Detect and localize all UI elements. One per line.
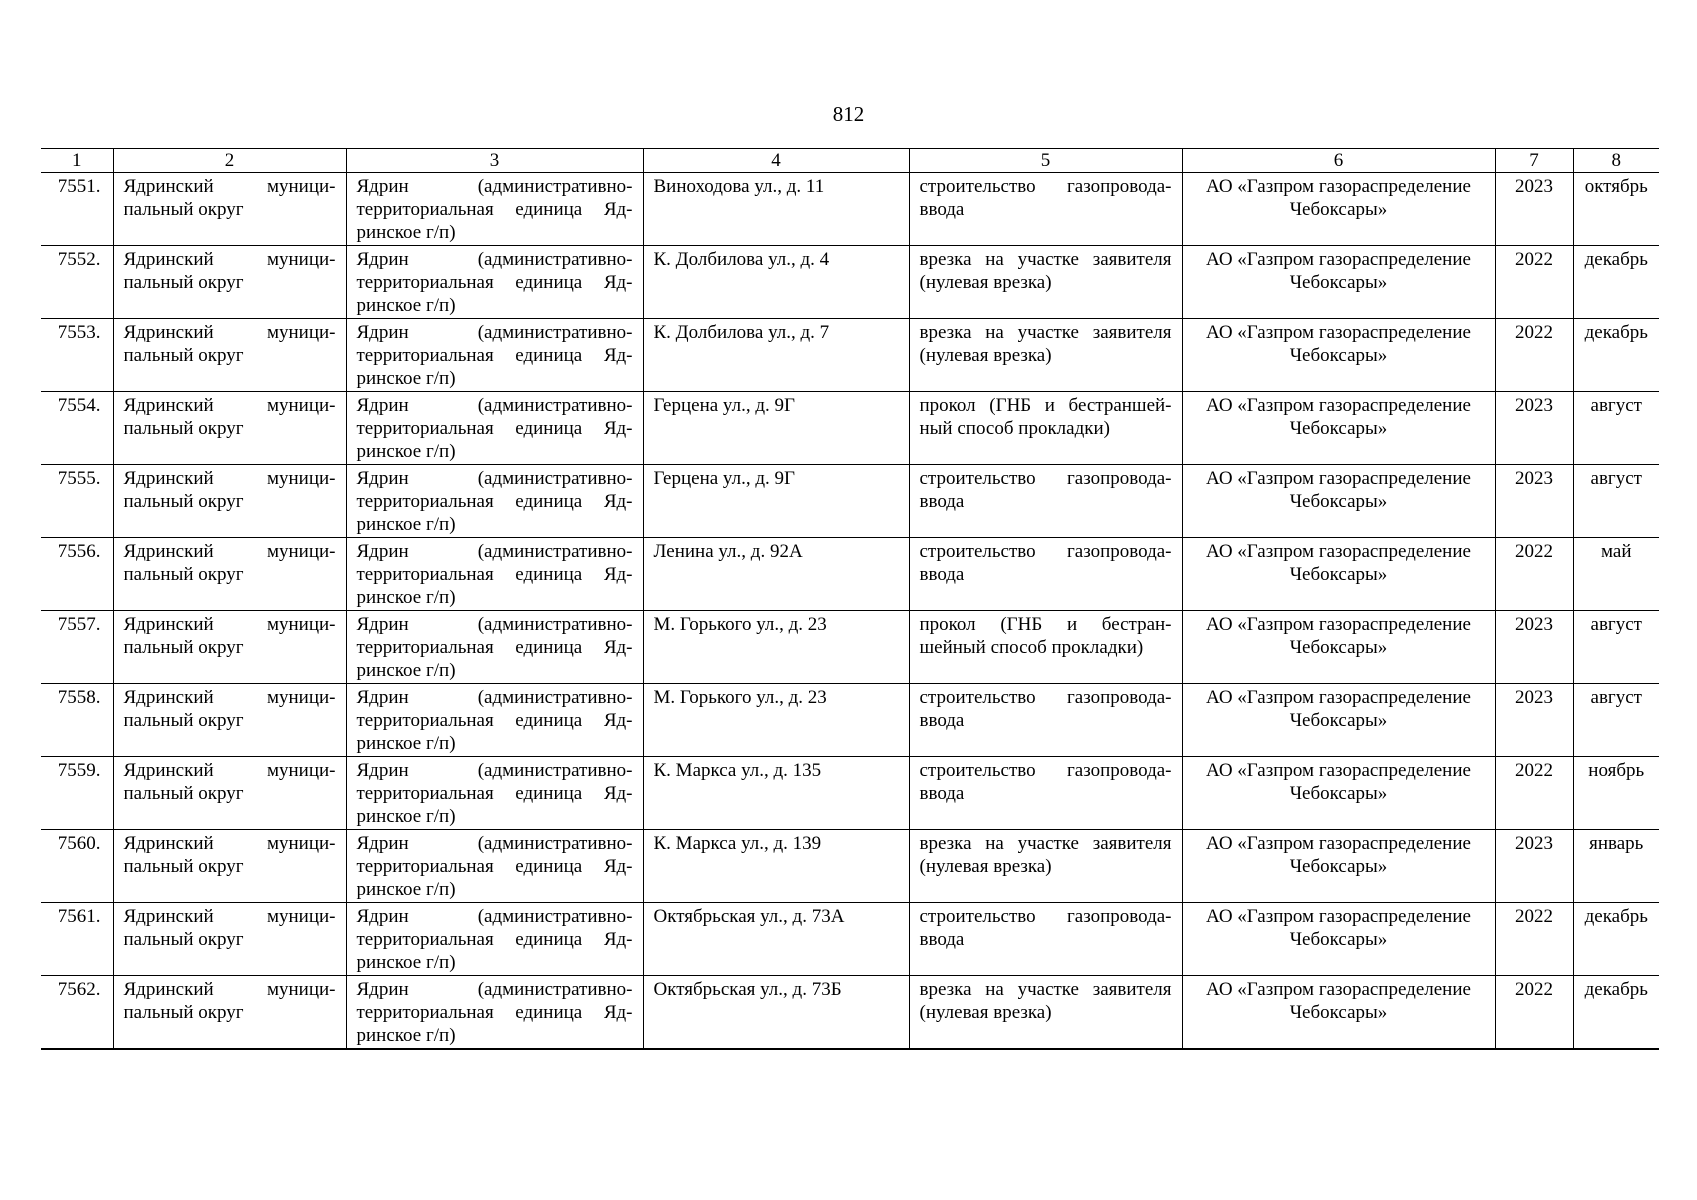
organization-cell: АО «Газпром газораспределение Чебоксары» <box>1182 173 1495 246</box>
locality-cell: Ядрин (административно-территориальная единица Яд-ринское г/п) <box>346 319 643 392</box>
year-cell: 2022 <box>1495 538 1573 611</box>
district-cell: Ядринский муници-пальный округ <box>113 830 346 903</box>
month-cell: декабрь <box>1573 319 1659 392</box>
locality-cell: Ядрин (административно-территориальная единица Яд-ринское г/п) <box>346 173 643 246</box>
locality-cell: Ядрин (административно-территориальная единица Яд-ринское г/п) <box>346 392 643 465</box>
locality-cell: Ядрин (административно-территориальная единица Яд-ринское г/п) <box>346 611 643 684</box>
work-type-cell: строительство газопровода-ввода <box>909 538 1182 611</box>
month-cell: январь <box>1573 830 1659 903</box>
work-type-cell: строительство газопровода-ввода <box>909 903 1182 976</box>
work-type-cell: врезка на участке заявителя (нулевая врезка) <box>909 246 1182 319</box>
year-cell: 2022 <box>1495 757 1573 830</box>
row-number-cell: 7551. <box>41 173 113 246</box>
district-cell: Ядринский муници-пальный округ <box>113 684 346 757</box>
locality-cell: Ядрин (административно-территориальная единица Яд-ринское г/п) <box>346 976 643 1050</box>
work-type-cell: строительство газопровода-ввода <box>909 465 1182 538</box>
month-cell: август <box>1573 611 1659 684</box>
locality-cell: Ядрин (административно-территориальная единица Яд-ринское г/п) <box>346 465 643 538</box>
month-cell: август <box>1573 465 1659 538</box>
column-number: 4 <box>643 149 909 173</box>
work-type-cell: прокол (ГНБ и бестран-шейный способ прокладки) <box>909 611 1182 684</box>
address-cell: Ленина ул., д. 92А <box>643 538 909 611</box>
district-cell: Ядринский муници-пальный округ <box>113 465 346 538</box>
address-cell: Виноходова ул., д. 11 <box>643 173 909 246</box>
month-cell: ноябрь <box>1573 757 1659 830</box>
district-cell: Ядринский муници-пальный округ <box>113 903 346 976</box>
table-row <box>41 319 1659 392</box>
district-cell: Ядринский муници-пальный округ <box>113 976 346 1050</box>
column-number-row <box>41 149 1659 173</box>
organization-cell: АО «Газпром газораспределение Чебоксары» <box>1182 246 1495 319</box>
organization-cell: АО «Газпром газораспределение Чебоксары» <box>1182 319 1495 392</box>
column-number: 7 <box>1495 149 1573 173</box>
column-number: 2 <box>113 149 346 173</box>
table-row <box>41 465 1659 538</box>
month-cell: август <box>1573 684 1659 757</box>
table-row <box>41 830 1659 903</box>
district-cell: Ядринский муници-пальный округ <box>113 173 346 246</box>
year-cell: 2023 <box>1495 684 1573 757</box>
locality-cell: Ядрин (административно-территориальная единица Яд-ринское г/п) <box>346 684 643 757</box>
district-cell: Ядринский муници-пальный округ <box>113 319 346 392</box>
table-row <box>41 903 1659 976</box>
row-number-cell: 7559. <box>41 757 113 830</box>
address-cell: К. Маркса ул., д. 135 <box>643 757 909 830</box>
row-number-cell: 7555. <box>41 465 113 538</box>
row-number-cell: 7557. <box>41 611 113 684</box>
work-type-cell: врезка на участке заявителя (нулевая врезка) <box>909 319 1182 392</box>
year-cell: 2022 <box>1495 319 1573 392</box>
work-type-cell: врезка на участке заявителя (нулевая врезка) <box>909 976 1182 1050</box>
district-cell: Ядринский муници-пальный округ <box>113 611 346 684</box>
work-type-cell: строительство газопровода-ввода <box>909 757 1182 830</box>
column-number: 5 <box>909 149 1182 173</box>
column-number: 3 <box>346 149 643 173</box>
organization-cell: АО «Газпром газораспределение Чебоксары» <box>1182 684 1495 757</box>
district-cell: Ядринский муници-пальный округ <box>113 246 346 319</box>
row-number-cell: 7561. <box>41 903 113 976</box>
year-cell: 2022 <box>1495 246 1573 319</box>
column-number: 8 <box>1573 149 1659 173</box>
locality-cell: Ядрин (административно-территориальная единица Яд-ринское г/п) <box>346 757 643 830</box>
gas-works-table <box>41 148 1659 1050</box>
row-number-cell: 7562. <box>41 976 113 1050</box>
month-cell: декабрь <box>1573 246 1659 319</box>
address-cell: Октябрьская ул., д. 73А <box>643 903 909 976</box>
column-number: 1 <box>41 149 113 173</box>
month-cell: май <box>1573 538 1659 611</box>
row-number-cell: 7552. <box>41 246 113 319</box>
year-cell: 2022 <box>1495 903 1573 976</box>
work-type-cell: строительство газопровода-ввода <box>909 684 1182 757</box>
work-type-cell: строительство газопровода-ввода <box>909 173 1182 246</box>
table-body <box>41 149 1659 1050</box>
table-row <box>41 392 1659 465</box>
table-row <box>41 611 1659 684</box>
organization-cell: АО «Газпром газораспределение Чебоксары» <box>1182 757 1495 830</box>
row-number-cell: 7558. <box>41 684 113 757</box>
row-number-cell: 7553. <box>41 319 113 392</box>
address-cell: Октябрьская ул., д. 73Б <box>643 976 909 1050</box>
table-row <box>41 246 1659 319</box>
year-cell: 2023 <box>1495 173 1573 246</box>
organization-cell: АО «Газпром газораспределение Чебоксары» <box>1182 976 1495 1050</box>
page-number: 812 <box>832 102 865 126</box>
work-type-cell: прокол (ГНБ и бестраншей-ный способ прокладки) <box>909 392 1182 465</box>
row-number-cell: 7554. <box>41 392 113 465</box>
table-row <box>41 757 1659 830</box>
row-number-cell: 7556. <box>41 538 113 611</box>
year-cell: 2023 <box>1495 830 1573 903</box>
column-number: 6 <box>1182 149 1495 173</box>
table-row <box>41 538 1659 611</box>
address-cell: К. Маркса ул., д. 139 <box>643 830 909 903</box>
row-number-cell: 7560. <box>41 830 113 903</box>
address-cell: К. Долбилова ул., д. 4 <box>643 246 909 319</box>
year-cell: 2023 <box>1495 392 1573 465</box>
work-type-cell: врезка на участке заявителя (нулевая врезка) <box>909 830 1182 903</box>
organization-cell: АО «Газпром газораспределение Чебоксары» <box>1182 538 1495 611</box>
table-row <box>41 684 1659 757</box>
organization-cell: АО «Газпром газораспределение Чебоксары» <box>1182 611 1495 684</box>
organization-cell: АО «Газпром газораспределение Чебоксары» <box>1182 392 1495 465</box>
district-cell: Ядринский муници-пальный округ <box>113 757 346 830</box>
month-cell: декабрь <box>1573 903 1659 976</box>
month-cell: декабрь <box>1573 976 1659 1050</box>
table-row <box>41 173 1659 246</box>
locality-cell: Ядрин (административно-территориальная единица Яд-ринское г/п) <box>346 903 643 976</box>
year-cell: 2022 <box>1495 976 1573 1050</box>
address-cell: М. Горького ул., д. 23 <box>643 684 909 757</box>
address-cell: М. Горького ул., д. 23 <box>643 611 909 684</box>
district-cell: Ядринский муници-пальный округ <box>113 538 346 611</box>
address-cell: Герцена ул., д. 9Г <box>643 392 909 465</box>
address-cell: Герцена ул., д. 9Г <box>643 465 909 538</box>
year-cell: 2023 <box>1495 465 1573 538</box>
organization-cell: АО «Газпром газораспределение Чебоксары» <box>1182 903 1495 976</box>
locality-cell: Ядрин (административно-территориальная единица Яд-ринское г/п) <box>346 830 643 903</box>
year-cell: 2023 <box>1495 611 1573 684</box>
locality-cell: Ядрин (административно-территориальная единица Яд-ринское г/п) <box>346 246 643 319</box>
district-cell: Ядринский муници-пальный округ <box>113 392 346 465</box>
address-cell: К. Долбилова ул., д. 7 <box>643 319 909 392</box>
month-cell: август <box>1573 392 1659 465</box>
locality-cell: Ядрин (административно-территориальная единица Яд-ринское г/п) <box>346 538 643 611</box>
table-row <box>41 976 1659 1050</box>
organization-cell: АО «Газпром газораспределение Чебоксары» <box>1182 465 1495 538</box>
month-cell: октябрь <box>1573 173 1659 246</box>
organization-cell: АО «Газпром газораспределение Чебоксары» <box>1182 830 1495 903</box>
